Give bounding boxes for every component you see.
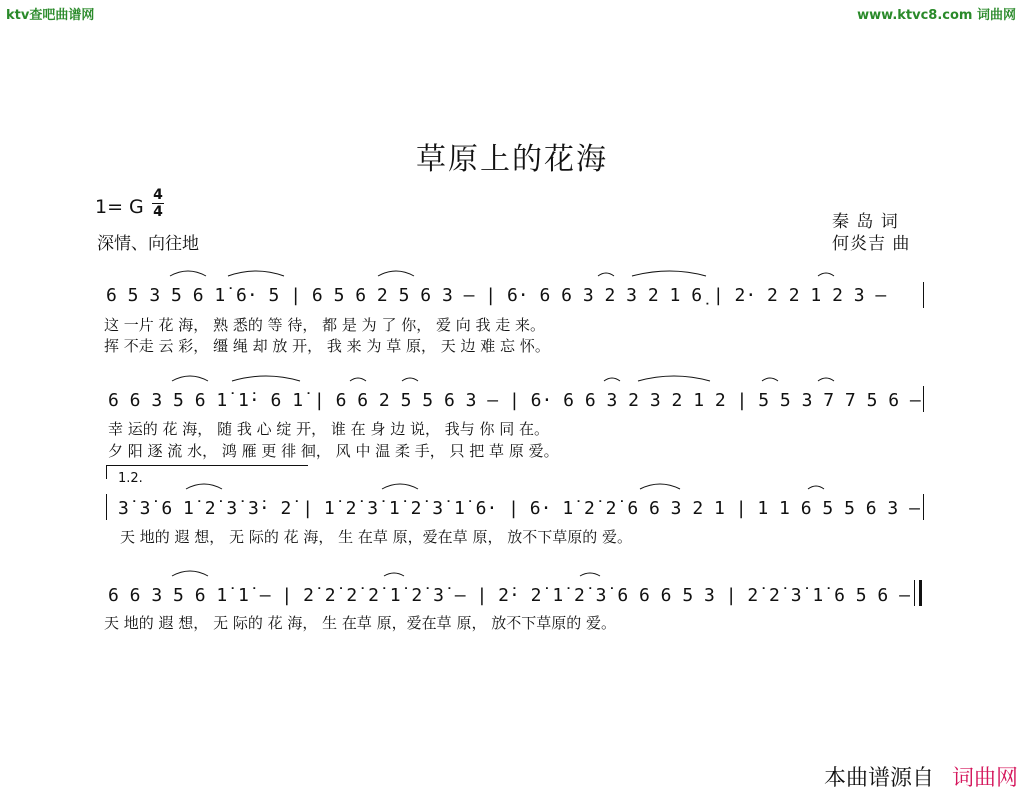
slur [818,273,834,276]
slur [818,378,834,381]
volta-label: 1.2. [118,471,143,486]
lyric-line-1-verse-2: 挥 不走 云 彩， 缰 绳 却 放 开， 我 来 为 草 原， 天 边 难 忘 怀。 [104,337,550,355]
slur [228,271,284,276]
song-title: 草原上的花海 [416,142,608,177]
slur [350,378,366,381]
slur [638,376,710,381]
slur [632,271,706,276]
slur [232,376,300,381]
lyric-line-4: 天 地的 遐 想， 无 际的 花 海， 生 在草 原，爱在草 原， 放不下草原的 爱。 [104,614,616,632]
slur [384,573,404,576]
slur [172,376,208,381]
expression-mark: 深情、向往地 [97,234,199,254]
slur [640,484,680,489]
lyricist-credit: 秦 岛 词 [832,212,899,232]
time-signature-top: 4 [153,187,163,203]
lyric-line-2-verse-1: 幸 运的 花 海， 随 我 心 绽 开， 谁 在 身 边 说， 我与 你 同 在。 [108,420,550,438]
slur [172,571,208,576]
lyric-line-1-verse-1: 这 一片 花 海， 熟 悉的 等 待， 都 是 为 了 你， 爱 向 我 走 来。 [104,316,546,334]
slur [382,484,418,489]
lyric-line-3: 天 地的 遐 想， 无 际的 花 海， 生 在草 原，爱在草 原， 放不下草原的 爱。 [120,528,632,546]
slur [170,271,206,276]
notation-line-2: 6 6 3 5 6 1̇ 1̇· 6 1̇ | 6 6 2 5 5 6 3 — | 6· 6 6 3 2 3 2 1 2 | 5 5 3 7 7 5 6 — [108,390,921,411]
footer-source-text: 本曲谱源自 [823,766,934,791]
slur [378,271,414,276]
watermark-right: www.ktvc8.com 词曲网 [857,8,1016,23]
slur [598,273,614,276]
source-footer [824,761,1018,792]
slur [580,573,600,576]
slur [186,484,222,489]
composer-credit: 何炎吉 曲 [832,234,911,254]
slur [402,378,418,381]
slur [604,378,620,381]
notation-line-1: 6 5 3 5 6 1̇ 6· 5 | 6 5 6 2 5 6 3 — | 6· 6 6 3 2 3 2 1 6̣ | 2· 2 2 1 2 3 — [106,285,887,306]
watermark-left: ktv查吧曲谱网 [6,8,95,23]
notation-line-3: 3̇ 3̇ 6 1̇ 2̇ 3̇ 3̇· 2̇ | 1̇ 2̇ 3̇ 1̇ 2̇ 3̇ 1̇ 6· | 6· 1̇ 2̇ 2̇ 6 6 3 2 1 | 1 1 6 5 5 6 3 — [118,498,920,519]
footer-brand[interactable]: 词曲网 [951,766,1018,791]
slur [808,486,824,489]
key-signature: 1= G [95,196,144,218]
time-signature-bottom: 4 [153,204,163,220]
lyric-line-2-verse-2: 夕 阳 逐 流 水， 鸿 雁 更 徘 徊， 风 中 温 柔 手， 只 把 草 原 爱。 [108,442,559,460]
slur [762,378,778,381]
notation-line-4: 6 6 3 5 6 1̇ 1̇ — | 2̇ 2̇ 2̇ 2̇ 1̇ 2̇ 3̇ — | 2̇· 2̇ 1̇ 2̇ 3̇ 6 6 6 5 3 | 2̇ 2̇ 3̇ 1̇ 6 5 6 — [108,585,910,606]
